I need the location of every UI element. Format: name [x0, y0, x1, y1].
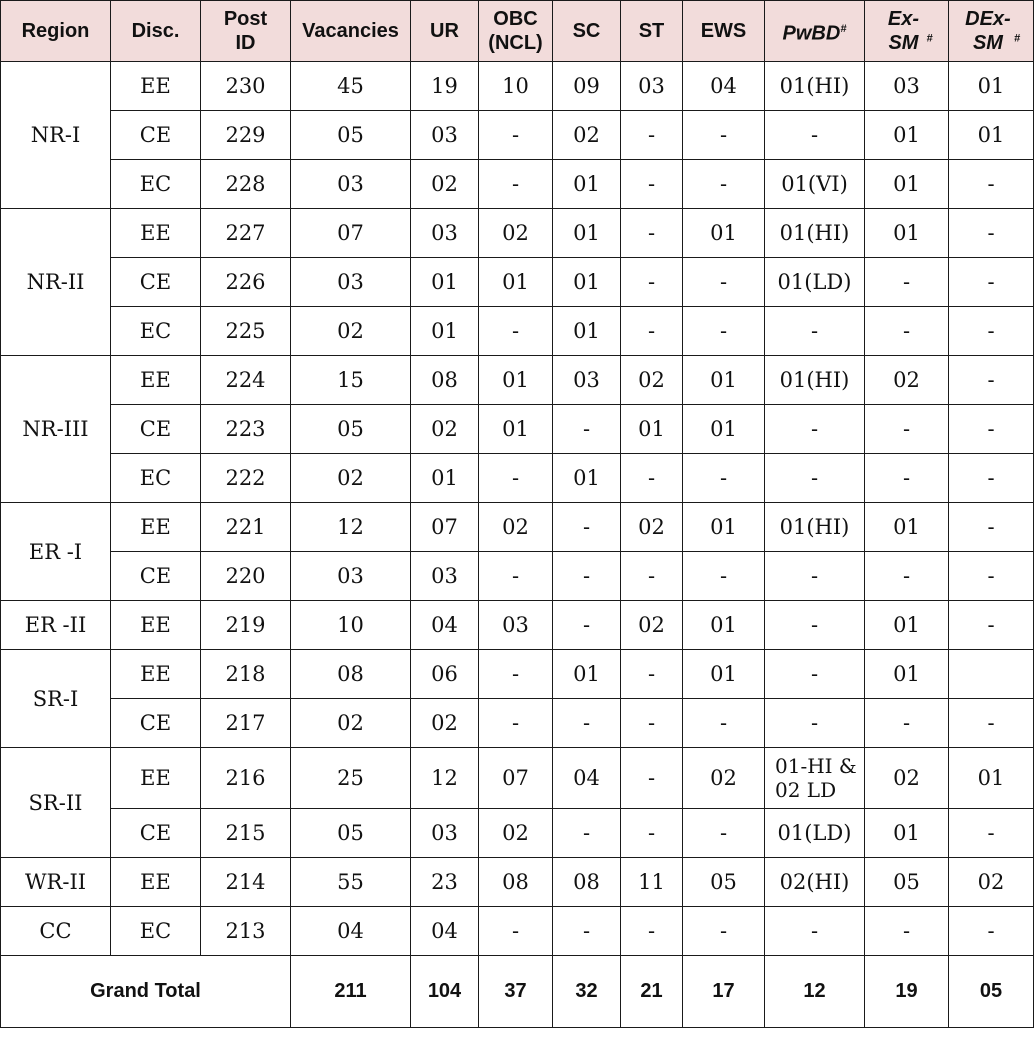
- ur-cell: 01: [411, 454, 479, 503]
- dexsm-cell: -: [949, 405, 1034, 454]
- obc-cell: -: [479, 307, 553, 356]
- pwbd-cell: 01(LD): [765, 258, 865, 307]
- obc-cell: 08: [479, 858, 553, 907]
- post-id-cell: 230: [201, 62, 291, 111]
- disc-cell: EC: [111, 454, 201, 503]
- disc-cell: EE: [111, 748, 201, 809]
- exsm-cell: 05: [865, 858, 949, 907]
- ews-cell: 01: [683, 209, 765, 258]
- st-cell: -: [621, 809, 683, 858]
- dexsm-cell: -: [949, 454, 1034, 503]
- ews-cell: -: [683, 809, 765, 858]
- table-row: [1, 307, 1034, 356]
- sc-cell: 01: [553, 209, 621, 258]
- total-ews: 17: [683, 956, 765, 1028]
- pwbd-cell: -: [765, 650, 865, 699]
- post-id-cell: 224: [201, 356, 291, 405]
- total-ur: 104: [411, 956, 479, 1028]
- region-cell: SR-II: [1, 748, 111, 858]
- post-id-cell: 227: [201, 209, 291, 258]
- vacancies-cell: 03: [291, 160, 411, 209]
- obc-cell: 02: [479, 209, 553, 258]
- sc-cell: -: [553, 907, 621, 956]
- disc-cell: EE: [111, 503, 201, 552]
- disc-cell: CE: [111, 809, 201, 858]
- table-row: [1, 111, 1034, 160]
- header-pwbd-text: PwBD: [782, 22, 841, 45]
- grand-total-row: [1, 956, 1034, 1028]
- header-dexsm-text: DEx- SM: [965, 8, 1011, 54]
- dexsm-cell: 01: [949, 111, 1034, 160]
- post-id-cell: 215: [201, 809, 291, 858]
- dexsm-cell: -: [949, 160, 1034, 209]
- header-post-id: [201, 1, 291, 62]
- exsm-cell: -: [865, 258, 949, 307]
- region-cell: WR-II: [1, 858, 111, 907]
- vacancies-cell: 03: [291, 258, 411, 307]
- ews-cell: -: [683, 111, 765, 160]
- dexsm-cell: 01: [949, 62, 1034, 111]
- vacancies-cell: 05: [291, 111, 411, 160]
- sc-cell: 01: [553, 160, 621, 209]
- pwbd-cell: 01(HI): [765, 356, 865, 405]
- pwbd-cell: -: [765, 552, 865, 601]
- vacancies-cell: 10: [291, 601, 411, 650]
- header-dexsm: [949, 1, 1034, 62]
- st-cell: 11: [621, 858, 683, 907]
- post-id-cell: 213: [201, 907, 291, 956]
- ews-cell: 02: [683, 748, 765, 809]
- table-row: [1, 405, 1034, 454]
- post-id-cell: 216: [201, 748, 291, 809]
- ur-cell: 12: [411, 748, 479, 809]
- table-row: [1, 601, 1034, 650]
- ews-cell: 01: [683, 601, 765, 650]
- ur-cell: 02: [411, 405, 479, 454]
- post-id-cell: 225: [201, 307, 291, 356]
- ur-cell: 19: [411, 62, 479, 111]
- ews-cell: -: [683, 699, 765, 748]
- table-row: [1, 62, 1034, 111]
- post-id-cell: 222: [201, 454, 291, 503]
- dexsm-cell: -: [949, 699, 1034, 748]
- vacancies-cell: 12: [291, 503, 411, 552]
- st-cell: -: [621, 907, 683, 956]
- ur-cell: 02: [411, 160, 479, 209]
- ur-cell: 23: [411, 858, 479, 907]
- pwbd-cell: 01(VI): [765, 160, 865, 209]
- st-cell: -: [621, 454, 683, 503]
- pwbd-cell: -: [765, 111, 865, 160]
- obc-cell: 01: [479, 258, 553, 307]
- pwbd-cell: 01(HI): [765, 62, 865, 111]
- header-dexsm-mark: #: [1013, 32, 1021, 45]
- pwbd-cell: -: [765, 454, 865, 503]
- st-cell: -: [621, 209, 683, 258]
- header-row: [1, 1, 1034, 62]
- grand-total-label: Grand Total: [1, 956, 291, 1028]
- pwbd-cell: 01-HI & 02 LD: [765, 748, 865, 809]
- exsm-cell: 02: [865, 356, 949, 405]
- sc-cell: -: [553, 552, 621, 601]
- dexsm-cell: -: [949, 552, 1034, 601]
- vacancies-cell: 02: [291, 699, 411, 748]
- vacancies-cell: 55: [291, 858, 411, 907]
- sc-cell: -: [553, 503, 621, 552]
- obc-cell: -: [479, 552, 553, 601]
- sc-cell: 03: [553, 356, 621, 405]
- post-id-cell: 217: [201, 699, 291, 748]
- exsm-cell: -: [865, 552, 949, 601]
- sc-cell: 08: [553, 858, 621, 907]
- region-cell: NR-III: [1, 356, 111, 503]
- sc-cell: -: [553, 809, 621, 858]
- pwbd-cell: -: [765, 307, 865, 356]
- vacancies-cell: 15: [291, 356, 411, 405]
- dexsm-cell: -: [949, 601, 1034, 650]
- obc-cell: 02: [479, 809, 553, 858]
- disc-cell: CE: [111, 258, 201, 307]
- region-cell: NR-I: [1, 62, 111, 209]
- post-id-cell: 214: [201, 858, 291, 907]
- dexsm-cell: -: [949, 503, 1034, 552]
- ur-cell: 01: [411, 258, 479, 307]
- region-cell: ER -I: [1, 503, 111, 601]
- dexsm-cell: [949, 650, 1034, 699]
- total-sc: 32: [553, 956, 621, 1028]
- st-cell: -: [621, 748, 683, 809]
- disc-cell: EE: [111, 858, 201, 907]
- disc-cell: EE: [111, 601, 201, 650]
- exsm-cell: 01: [865, 503, 949, 552]
- ews-cell: 01: [683, 650, 765, 699]
- ur-cell: 03: [411, 111, 479, 160]
- post-id-cell: 221: [201, 503, 291, 552]
- sc-cell: 01: [553, 650, 621, 699]
- ews-cell: -: [683, 907, 765, 956]
- region-cell: CC: [1, 907, 111, 956]
- header-disc: Disc.: [111, 1, 201, 62]
- header-post-id-text: Post ID: [223, 8, 268, 54]
- st-cell: -: [621, 699, 683, 748]
- exsm-cell: -: [865, 699, 949, 748]
- header-st: ST: [621, 1, 683, 62]
- exsm-cell: 01: [865, 809, 949, 858]
- exsm-cell: -: [865, 405, 949, 454]
- total-exsm: 19: [865, 956, 949, 1028]
- ews-cell: -: [683, 552, 765, 601]
- ews-cell: -: [683, 307, 765, 356]
- post-id-cell: 220: [201, 552, 291, 601]
- header-pwbd: [765, 1, 865, 62]
- dexsm-cell: -: [949, 356, 1034, 405]
- vacancies-cell: 03: [291, 552, 411, 601]
- disc-cell: EE: [111, 62, 201, 111]
- table-row: [1, 552, 1034, 601]
- pwbd-cell: -: [765, 699, 865, 748]
- st-cell: -: [621, 552, 683, 601]
- post-id-cell: 228: [201, 160, 291, 209]
- obc-cell: 02: [479, 503, 553, 552]
- dexsm-cell: -: [949, 209, 1034, 258]
- ur-cell: 03: [411, 552, 479, 601]
- obc-cell: 10: [479, 62, 553, 111]
- sc-cell: 01: [553, 454, 621, 503]
- dexsm-cell: -: [949, 809, 1034, 858]
- header-vacancies: Vacancies: [291, 1, 411, 62]
- st-cell: -: [621, 160, 683, 209]
- ews-cell: -: [683, 454, 765, 503]
- dexsm-cell: 01: [949, 748, 1034, 809]
- exsm-cell: 02: [865, 748, 949, 809]
- ur-cell: 08: [411, 356, 479, 405]
- pwbd-cell: -: [765, 405, 865, 454]
- header-exsm-mark: #: [926, 32, 933, 45]
- vacancies-cell: 07: [291, 209, 411, 258]
- disc-cell: EE: [111, 209, 201, 258]
- table-row: [1, 160, 1034, 209]
- obc-cell: 01: [479, 356, 553, 405]
- sc-cell: 09: [553, 62, 621, 111]
- table-row: [1, 258, 1034, 307]
- total-vacancies: 211: [291, 956, 411, 1028]
- ews-cell: 01: [683, 405, 765, 454]
- obc-cell: -: [479, 650, 553, 699]
- st-cell: 02: [621, 503, 683, 552]
- ews-cell: -: [683, 258, 765, 307]
- sc-cell: -: [553, 601, 621, 650]
- table-body: [1, 62, 1034, 956]
- post-id-cell: 226: [201, 258, 291, 307]
- region-cell: SR-I: [1, 650, 111, 748]
- pwbd-cell: 02(HI): [765, 858, 865, 907]
- total-obc: 37: [479, 956, 553, 1028]
- ur-cell: 06: [411, 650, 479, 699]
- total-pwbd: 12: [765, 956, 865, 1028]
- disc-cell: CE: [111, 552, 201, 601]
- exsm-cell: -: [865, 907, 949, 956]
- exsm-cell: 03: [865, 62, 949, 111]
- ews-cell: 01: [683, 356, 765, 405]
- exsm-cell: 01: [865, 650, 949, 699]
- total-dexsm: 05: [949, 956, 1034, 1028]
- st-cell: 01: [621, 405, 683, 454]
- header-exsm-text: Ex- SM: [887, 8, 919, 54]
- pwbd-cell: -: [765, 907, 865, 956]
- ur-cell: 07: [411, 503, 479, 552]
- sc-cell: -: [553, 405, 621, 454]
- exsm-cell: 01: [865, 209, 949, 258]
- ur-cell: 03: [411, 809, 479, 858]
- ur-cell: 01: [411, 307, 479, 356]
- header-sc: SC: [553, 1, 621, 62]
- exsm-cell: 01: [865, 601, 949, 650]
- ur-cell: 02: [411, 699, 479, 748]
- table-row: [1, 809, 1034, 858]
- vacancies-cell: 02: [291, 307, 411, 356]
- vacancies-cell: 45: [291, 62, 411, 111]
- vacancies-cell: 02: [291, 454, 411, 503]
- post-id-cell: 229: [201, 111, 291, 160]
- header-ur: UR: [411, 1, 479, 62]
- obc-cell: -: [479, 699, 553, 748]
- disc-cell: EE: [111, 356, 201, 405]
- dexsm-cell: -: [949, 907, 1034, 956]
- ews-cell: 01: [683, 503, 765, 552]
- sc-cell: 04: [553, 748, 621, 809]
- region-cell: NR-II: [1, 209, 111, 356]
- header-ews: EWS: [683, 1, 765, 62]
- pwbd-cell: -: [765, 601, 865, 650]
- table-row: [1, 699, 1034, 748]
- header-obc-text: OBC (NCL): [488, 8, 543, 54]
- ews-cell: 04: [683, 62, 765, 111]
- st-cell: -: [621, 258, 683, 307]
- total-st: 21: [621, 956, 683, 1028]
- header-obc: [479, 1, 553, 62]
- disc-cell: CE: [111, 699, 201, 748]
- post-id-cell: 223: [201, 405, 291, 454]
- table-row: [1, 209, 1034, 258]
- disc-cell: EC: [111, 160, 201, 209]
- ews-cell: -: [683, 160, 765, 209]
- disc-cell: EC: [111, 307, 201, 356]
- st-cell: 03: [621, 62, 683, 111]
- exsm-cell: -: [865, 307, 949, 356]
- exsm-cell: 01: [865, 111, 949, 160]
- obc-cell: -: [479, 907, 553, 956]
- table-row: [1, 858, 1034, 907]
- exsm-cell: -: [865, 454, 949, 503]
- pwbd-cell: 01(HI): [765, 503, 865, 552]
- ur-cell: 03: [411, 209, 479, 258]
- header-region: Region: [1, 1, 111, 62]
- ur-cell: 04: [411, 907, 479, 956]
- table-row: [1, 748, 1034, 809]
- sc-cell: 01: [553, 258, 621, 307]
- vacancies-cell: 05: [291, 405, 411, 454]
- st-cell: 02: [621, 356, 683, 405]
- pwbd-cell: 01(HI): [765, 209, 865, 258]
- disc-cell: EC: [111, 907, 201, 956]
- ur-cell: 04: [411, 601, 479, 650]
- obc-cell: -: [479, 160, 553, 209]
- st-cell: -: [621, 111, 683, 160]
- vacancies-cell: 08: [291, 650, 411, 699]
- st-cell: -: [621, 650, 683, 699]
- obc-cell: -: [479, 454, 553, 503]
- obc-cell: -: [479, 111, 553, 160]
- table-row: [1, 650, 1034, 699]
- vacancies-cell: 05: [291, 809, 411, 858]
- table-row: [1, 356, 1034, 405]
- post-id-cell: 218: [201, 650, 291, 699]
- obc-cell: 01: [479, 405, 553, 454]
- header-pwbd-mark: #: [840, 22, 847, 35]
- dexsm-cell: -: [949, 307, 1034, 356]
- region-cell: ER -II: [1, 601, 111, 650]
- sc-cell: -: [553, 699, 621, 748]
- disc-cell: CE: [111, 111, 201, 160]
- st-cell: -: [621, 307, 683, 356]
- vacancies-cell: 25: [291, 748, 411, 809]
- sc-cell: 02: [553, 111, 621, 160]
- dexsm-cell: 02: [949, 858, 1034, 907]
- table-row: [1, 907, 1034, 956]
- post-id-cell: 219: [201, 601, 291, 650]
- table-row: [1, 454, 1034, 503]
- obc-cell: 03: [479, 601, 553, 650]
- vacancies-cell: 04: [291, 907, 411, 956]
- dexsm-cell: -: [949, 258, 1034, 307]
- ews-cell: 05: [683, 858, 765, 907]
- exsm-cell: 01: [865, 160, 949, 209]
- sc-cell: 01: [553, 307, 621, 356]
- obc-cell: 07: [479, 748, 553, 809]
- st-cell: 02: [621, 601, 683, 650]
- table-row: [1, 503, 1034, 552]
- disc-cell: CE: [111, 405, 201, 454]
- disc-cell: EE: [111, 650, 201, 699]
- header-exsm: [865, 1, 949, 62]
- pwbd-cell: 01(LD): [765, 809, 865, 858]
